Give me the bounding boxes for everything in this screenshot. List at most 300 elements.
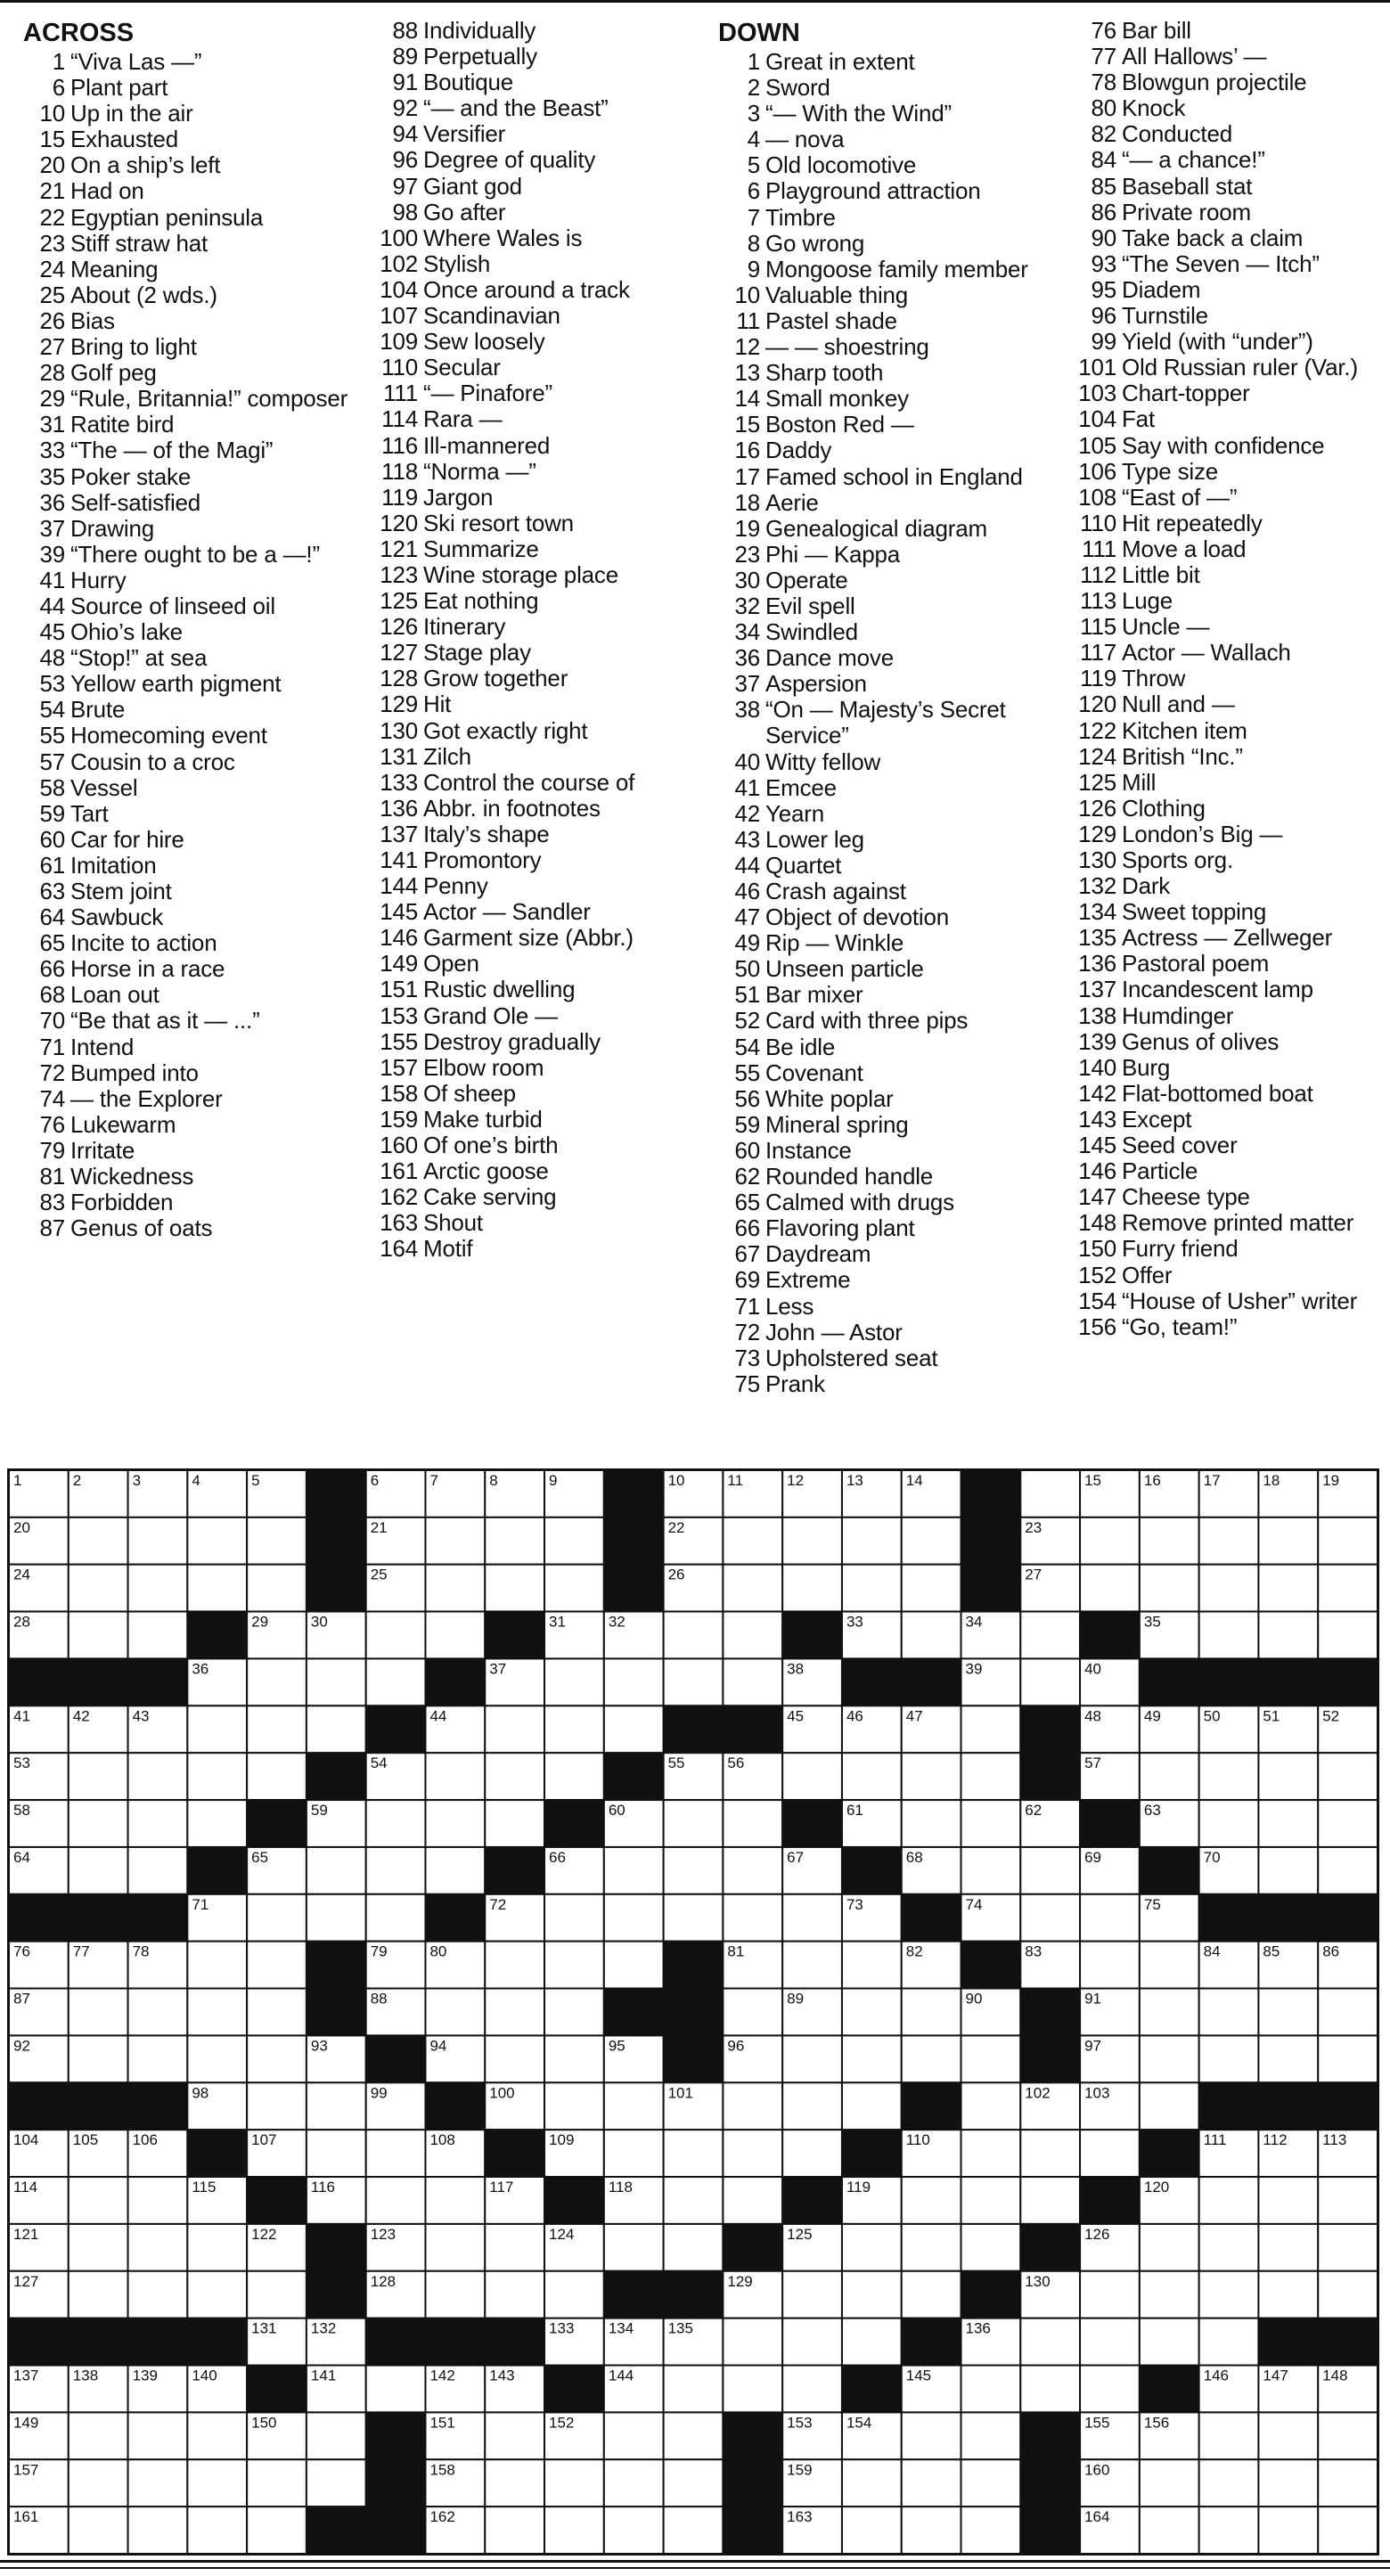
grid-cell[interactable] xyxy=(1140,1565,1199,1612)
grid-cell[interactable] xyxy=(1020,1894,1080,1942)
grid-cell[interactable] xyxy=(485,2459,544,2506)
grid-cell[interactable] xyxy=(307,1658,366,1705)
grid-cell[interactable] xyxy=(902,1800,961,1847)
grid-cell[interactable] xyxy=(902,2271,961,2318)
grid-cell[interactable] xyxy=(485,2224,544,2271)
grid-cell[interactable] xyxy=(544,2506,604,2554)
clue-number: 112 xyxy=(1080,560,1116,588)
grid-cell[interactable] xyxy=(1199,2271,1259,2318)
grid-cell[interactable] xyxy=(902,1517,961,1565)
grid-cell[interactable] xyxy=(69,2035,128,2082)
grid-cell[interactable] xyxy=(1080,1565,1140,1612)
grid-cell[interactable] xyxy=(842,2271,902,2318)
grid-cell[interactable] xyxy=(1020,1847,1080,1894)
grid-cell[interactable] xyxy=(1318,2506,1378,2554)
grid-cell[interactable] xyxy=(1140,2506,1199,2554)
grid-cell[interactable] xyxy=(782,1565,842,1612)
grid-cell[interactable] xyxy=(782,2130,842,2177)
grid-block-cell xyxy=(425,2318,485,2366)
grid-cell[interactable] xyxy=(1318,1800,1378,1847)
grid-block-cell xyxy=(902,2318,961,2366)
grid-cell[interactable] xyxy=(1080,2366,1140,2413)
clue-item xyxy=(718,1345,1075,1371)
grid-cell[interactable] xyxy=(1020,1658,1080,1705)
grid-cell[interactable] xyxy=(307,1894,366,1942)
grid-cell[interactable] xyxy=(842,2035,902,2082)
grid-cell[interactable] xyxy=(723,2130,782,2177)
grid-cell[interactable] xyxy=(366,1800,426,1847)
grid-cell[interactable] xyxy=(366,2366,426,2413)
grid-cell[interactable] xyxy=(842,2318,902,2366)
grid-cell[interactable] xyxy=(1199,1565,1259,1612)
grid-cell[interactable] xyxy=(604,2130,664,2177)
grid-cell[interactable] xyxy=(664,2224,724,2271)
grid-cell[interactable] xyxy=(187,1800,247,1847)
grid-cell[interactable] xyxy=(1199,1612,1259,1659)
grid-cell[interactable] xyxy=(544,1989,604,2036)
grid-block-cell xyxy=(247,2366,307,2413)
grid-cell[interactable] xyxy=(902,1753,961,1800)
grid-cell[interactable] xyxy=(902,2506,961,2554)
grid-cell[interactable] xyxy=(425,1612,485,1659)
grid-block-cell xyxy=(366,2506,426,2554)
grid-cell[interactable] xyxy=(544,2459,604,2506)
grid-cell[interactable] xyxy=(842,1565,902,1612)
grid-cell[interactable] xyxy=(1020,2177,1080,2224)
grid-cell[interactable] xyxy=(1258,1847,1318,1894)
grid-cell[interactable] xyxy=(247,1658,307,1705)
grid-cell[interactable] xyxy=(1199,1800,1259,1847)
grid-cell[interactable] xyxy=(247,2271,307,2318)
grid-cell[interactable] xyxy=(961,2130,1021,2177)
grid-cell[interactable] xyxy=(187,2035,247,2082)
grid-cell[interactable] xyxy=(187,1942,247,1989)
grid-cell[interactable] xyxy=(1258,2271,1318,2318)
grid-cell[interactable] xyxy=(485,1705,544,1753)
grid-cell[interactable] xyxy=(842,2224,902,2271)
grid-cell[interactable] xyxy=(128,1800,188,1847)
grid-cell[interactable] xyxy=(961,2506,1021,2554)
grid-cell[interactable] xyxy=(664,2412,724,2459)
grid-cell[interactable] xyxy=(1080,1942,1140,1989)
grid-cell[interactable] xyxy=(1199,2506,1259,2554)
grid-cell[interactable] xyxy=(1140,1753,1199,1800)
grid-cell[interactable] xyxy=(604,1942,664,1989)
grid-block-cell xyxy=(1140,1847,1199,1894)
grid-cell[interactable] xyxy=(723,2177,782,2224)
grid-cell[interactable] xyxy=(366,2177,426,2224)
grid-cell[interactable] xyxy=(69,2271,128,2318)
grid-cell[interactable] xyxy=(544,2035,604,2082)
grid-cell[interactable] xyxy=(128,2224,188,2271)
grid-cell[interactable] xyxy=(1080,1517,1140,1565)
grid-cell[interactable] xyxy=(961,2082,1021,2130)
grid-cell[interactable] xyxy=(128,2271,188,2318)
grid-cell[interactable] xyxy=(604,1894,664,1942)
grid-cell[interactable] xyxy=(128,2177,188,2224)
grid-cell[interactable] xyxy=(1080,2318,1140,2366)
grid-cell[interactable] xyxy=(1258,2224,1318,2271)
grid-cell[interactable] xyxy=(1080,2271,1140,2318)
grid-cell[interactable] xyxy=(1318,2412,1378,2459)
clue-item xyxy=(364,459,720,485)
grid-cell[interactable] xyxy=(664,2130,724,2177)
grid-cell[interactable] xyxy=(425,1847,485,1894)
grid-block-cell xyxy=(842,2130,902,2177)
grid-cell[interactable] xyxy=(247,2082,307,2130)
grid-cell[interactable] xyxy=(902,1565,961,1612)
clue-item xyxy=(23,75,371,101)
grid-cell[interactable] xyxy=(1258,2506,1318,2554)
grid-cell[interactable] xyxy=(723,1894,782,1942)
grid-cell[interactable] xyxy=(247,1894,307,1942)
grid-cell[interactable] xyxy=(782,2318,842,2366)
grid-cell[interactable] xyxy=(69,2506,128,2554)
grid-cell[interactable] xyxy=(961,2412,1021,2459)
grid-cell[interactable] xyxy=(1258,2412,1318,2459)
grid-cell[interactable] xyxy=(1258,1612,1318,1659)
clue-item xyxy=(1062,1133,1390,1158)
grid-cell[interactable] xyxy=(544,2271,604,2318)
grid-cell[interactable] xyxy=(1020,2366,1080,2413)
grid-cell[interactable] xyxy=(842,2082,902,2130)
grid-cell[interactable] xyxy=(664,1847,724,1894)
grid-cell[interactable] xyxy=(664,1894,724,1942)
grid-cell[interactable] xyxy=(902,2224,961,2271)
grid-cell[interactable] xyxy=(247,1753,307,1800)
grid-cell[interactable] xyxy=(902,1989,961,2036)
clue-number: 103 xyxy=(1078,380,1116,407)
grid-cell[interactable] xyxy=(604,1658,664,1705)
grid-cell[interactable] xyxy=(1199,1517,1259,1565)
cell-number: 157 xyxy=(13,2461,39,2479)
grid-cell[interactable] xyxy=(366,1847,426,1894)
grid-cell[interactable] xyxy=(1318,2224,1378,2271)
grid-cell[interactable] xyxy=(485,2506,544,2554)
grid-cell[interactable] xyxy=(961,2459,1021,2506)
grid-cell[interactable] xyxy=(1199,2177,1259,2224)
grid-cell[interactable] xyxy=(1020,2318,1080,2366)
grid-cell[interactable] xyxy=(1020,1470,1080,1517)
grid-cell[interactable] xyxy=(187,1705,247,1753)
grid-cell[interactable] xyxy=(604,1847,664,1894)
grid-cell[interactable] xyxy=(128,1612,188,1659)
grid-cell[interactable] xyxy=(902,1612,961,1659)
grid-cell[interactable] xyxy=(128,1565,188,1612)
grid-cell[interactable] xyxy=(425,2224,485,2271)
clue-number: 54 xyxy=(39,696,65,724)
grid-cell[interactable] xyxy=(425,1800,485,1847)
grid-cell[interactable] xyxy=(1318,1612,1378,1659)
grid-cell[interactable] xyxy=(782,1517,842,1565)
grid-cell[interactable] xyxy=(187,1565,247,1612)
grid-cell[interactable] xyxy=(1318,1565,1378,1612)
grid-cell[interactable] xyxy=(69,1517,128,1565)
grid-cell[interactable] xyxy=(604,2459,664,2506)
grid-cell[interactable] xyxy=(425,2271,485,2318)
grid-cell[interactable] xyxy=(69,1612,128,1659)
grid-cell[interactable] xyxy=(902,2035,961,2082)
clue-item xyxy=(718,879,1075,904)
grid-cell[interactable] xyxy=(485,1942,544,1989)
grid-cell[interactable] xyxy=(842,1989,902,2036)
grid-cell[interactable] xyxy=(366,1658,426,1705)
grid-cell[interactable] xyxy=(1258,1989,1318,2036)
grid-cell[interactable] xyxy=(485,1800,544,1847)
grid-cell[interactable] xyxy=(782,1942,842,1989)
grid-cell[interactable] xyxy=(247,1517,307,1565)
grid-cell[interactable] xyxy=(782,2082,842,2130)
grid-cell[interactable] xyxy=(723,1800,782,1847)
grid-cell[interactable] xyxy=(69,2412,128,2459)
clue-item xyxy=(718,205,1075,231)
clue-text: Flat-bottomed boat xyxy=(1122,1079,1313,1107)
grid-cell[interactable] xyxy=(1199,2459,1259,2506)
grid-cell[interactable] xyxy=(1199,2224,1259,2271)
cell-number: 5 xyxy=(251,1472,260,1489)
grid-cell[interactable] xyxy=(961,1800,1021,1847)
grid-cell[interactable] xyxy=(723,1612,782,1659)
grid-cell[interactable] xyxy=(128,2412,188,2459)
grid-cell[interactable] xyxy=(128,2459,188,2506)
grid-cell[interactable] xyxy=(604,2506,664,2554)
grid-cell[interactable] xyxy=(1258,1800,1318,1847)
grid-cell[interactable] xyxy=(247,1705,307,1753)
grid-cell[interactable] xyxy=(128,1517,188,1565)
grid-cell[interactable] xyxy=(723,2082,782,2130)
grid-cell[interactable] xyxy=(961,2366,1021,2413)
grid-cell[interactable] xyxy=(425,1753,485,1800)
grid-cell[interactable] xyxy=(961,2035,1021,2082)
grid-cell[interactable] xyxy=(247,1942,307,1989)
grid-cell[interactable] xyxy=(961,1847,1021,1894)
grid-cell[interactable] xyxy=(128,1753,188,1800)
clue-number: 40 xyxy=(734,748,760,775)
grid-cell[interactable] xyxy=(69,1989,128,2036)
grid-cell[interactable] xyxy=(128,1989,188,2036)
grid-cell[interactable] xyxy=(961,2177,1021,2224)
grid-cell[interactable] xyxy=(842,1753,902,1800)
grid-cell[interactable] xyxy=(1318,1753,1378,1800)
grid-cell[interactable] xyxy=(723,2318,782,2366)
grid-cell[interactable] xyxy=(782,2035,842,2082)
grid-cell[interactable] xyxy=(485,2271,544,2318)
grid-cell[interactable] xyxy=(1140,2224,1199,2271)
grid-cell[interactable] xyxy=(485,1565,544,1612)
grid-cell[interactable] xyxy=(842,1942,902,1989)
grid-cell[interactable] xyxy=(247,1989,307,2036)
grid-cell[interactable] xyxy=(604,2412,664,2459)
clue-text: Swindled xyxy=(765,618,858,646)
grid-cell[interactable] xyxy=(69,1565,128,1612)
grid-cell[interactable] xyxy=(1258,1753,1318,1800)
grid-cell[interactable] xyxy=(1020,1612,1080,1659)
grid-cell[interactable] xyxy=(1140,1942,1199,1989)
grid-cell[interactable] xyxy=(1199,1989,1259,2036)
grid-cell[interactable] xyxy=(723,1565,782,1612)
grid-cell[interactable] xyxy=(247,2506,307,2554)
grid-cell[interactable] xyxy=(187,1517,247,1565)
grid-cell[interactable] xyxy=(902,2412,961,2459)
grid-cell[interactable] xyxy=(842,1517,902,1565)
grid-cell[interactable] xyxy=(485,1989,544,2036)
grid-cell[interactable] xyxy=(187,2412,247,2459)
grid-cell[interactable] xyxy=(366,1612,426,1659)
grid-cell[interactable] xyxy=(1140,2318,1199,2366)
clue-text: Lukewarm xyxy=(70,1110,176,1138)
grid-cell[interactable] xyxy=(1140,1989,1199,2036)
grid-cell[interactable] xyxy=(69,2177,128,2224)
grid-cell[interactable] xyxy=(485,1753,544,1800)
grid-cell[interactable] xyxy=(425,1565,485,1612)
clue-text: Sharp tooth xyxy=(765,359,884,387)
grid-cell[interactable] xyxy=(1199,2035,1259,2082)
grid-cell[interactable] xyxy=(485,2035,544,2082)
grid-cell[interactable] xyxy=(307,2412,366,2459)
grid-cell[interactable] xyxy=(604,2224,664,2271)
grid-cell[interactable] xyxy=(1080,1894,1140,1942)
grid-cell[interactable] xyxy=(1258,1517,1318,1565)
grid-cell[interactable] xyxy=(842,2459,902,2506)
grid-cell[interactable] xyxy=(1318,1517,1378,1565)
grid-cell[interactable] xyxy=(69,1800,128,1847)
grid-cell[interactable] xyxy=(1140,2271,1199,2318)
grid-cell[interactable] xyxy=(1199,2412,1259,2459)
grid-cell[interactable] xyxy=(425,1517,485,1565)
clue-text: — — shoestring xyxy=(765,333,929,361)
grid-cell[interactable] xyxy=(1258,2177,1318,2224)
grid-cell[interactable] xyxy=(1318,2271,1378,2318)
grid-cell[interactable] xyxy=(307,2459,366,2506)
grid-cell[interactable] xyxy=(782,1894,842,1942)
grid-cell[interactable] xyxy=(187,1753,247,1800)
clue-item xyxy=(364,355,720,380)
grid-cell[interactable] xyxy=(902,2177,961,2224)
grid-block-cell xyxy=(366,2459,426,2506)
grid-cell[interactable] xyxy=(485,1517,544,1565)
grid-cell[interactable] xyxy=(544,1705,604,1753)
grid-cell[interactable] xyxy=(247,2035,307,2082)
grid-cell[interactable] xyxy=(723,1989,782,2036)
clue-number: 45 xyxy=(39,618,65,646)
cell-number: 149 xyxy=(13,2414,39,2432)
grid-cell[interactable] xyxy=(425,1989,485,2036)
cell-number: 143 xyxy=(489,2367,515,2384)
grid-cell[interactable] xyxy=(307,2082,366,2130)
grid-cell[interactable] xyxy=(1318,1989,1378,2036)
grid-cell[interactable] xyxy=(1258,2459,1318,2506)
clue-number: 81 xyxy=(39,1163,65,1190)
grid-cell[interactable] xyxy=(366,2130,426,2177)
grid-cell[interactable] xyxy=(1199,1753,1259,1800)
grid-cell[interactable] xyxy=(1258,2035,1318,2082)
grid-cell[interactable] xyxy=(128,2035,188,2082)
grid-cell[interactable] xyxy=(247,2459,307,2506)
grid-cell[interactable] xyxy=(425,2177,485,2224)
grid-cell[interactable] xyxy=(782,2271,842,2318)
grid-cell[interactable] xyxy=(69,2224,128,2271)
grid-cell[interactable] xyxy=(69,1847,128,1894)
grid-cell[interactable] xyxy=(128,2506,188,2554)
grid-cell[interactable] xyxy=(664,2506,724,2554)
grid-cell[interactable] xyxy=(1140,2035,1199,2082)
grid-cell[interactable] xyxy=(664,2366,724,2413)
grid-cell[interactable] xyxy=(961,1753,1021,1800)
grid-cell[interactable] xyxy=(664,1800,724,1847)
grid-cell[interactable] xyxy=(307,1705,366,1753)
grid-cell[interactable] xyxy=(1080,2130,1140,2177)
clue-number: 79 xyxy=(39,1136,65,1164)
grid-cell[interactable] xyxy=(1140,2459,1199,2506)
grid-cell[interactable] xyxy=(1318,2459,1378,2506)
grid-cell[interactable] xyxy=(187,2271,247,2318)
grid-cell[interactable] xyxy=(1140,2082,1199,2130)
grid-cell[interactable] xyxy=(664,1658,724,1705)
grid-cell[interactable] xyxy=(604,1705,664,1753)
grid-cell[interactable] xyxy=(247,1565,307,1612)
grid-cell[interactable] xyxy=(544,1517,604,1565)
grid-cell[interactable] xyxy=(842,2506,902,2554)
grid-cell[interactable] xyxy=(1318,2177,1378,2224)
grid-cell[interactable] xyxy=(187,2459,247,2506)
grid-cell[interactable] xyxy=(961,1705,1021,1753)
grid-cell[interactable] xyxy=(187,1989,247,2036)
grid-cell[interactable] xyxy=(366,1894,426,1942)
grid-cell[interactable] xyxy=(723,2366,782,2413)
grid-cell[interactable] xyxy=(664,2177,724,2224)
grid-cell[interactable] xyxy=(902,2459,961,2506)
clue-item xyxy=(23,257,371,282)
clue-text: Covenant xyxy=(765,1059,863,1086)
grid-cell[interactable] xyxy=(1318,2035,1378,2082)
clue-text: Rip — Winkle xyxy=(765,929,904,957)
grid-cell[interactable] xyxy=(664,1612,724,1659)
grid-cell[interactable] xyxy=(187,2224,247,2271)
grid-cell[interactable] xyxy=(1199,2318,1259,2366)
grid-block-cell xyxy=(1020,1705,1080,1753)
grid-cell[interactable] xyxy=(1140,1517,1199,1565)
grid-cell[interactable] xyxy=(723,1658,782,1705)
grid-cell[interactable] xyxy=(544,2082,604,2130)
grid-cell[interactable] xyxy=(782,2366,842,2413)
cell-number: 12 xyxy=(787,1472,805,1489)
grid-cell[interactable] xyxy=(604,2082,664,2130)
grid-cell[interactable] xyxy=(1020,2130,1080,2177)
grid-cell[interactable] xyxy=(544,1894,604,1942)
grid-cell[interactable] xyxy=(307,2130,366,2177)
grid-cell[interactable] xyxy=(1318,1847,1378,1894)
grid-cell[interactable] xyxy=(69,2459,128,2506)
grid-cell[interactable] xyxy=(544,1658,604,1705)
grid-cell[interactable] xyxy=(485,2412,544,2459)
grid-cell[interactable] xyxy=(544,1565,604,1612)
clue-text: “— Pinafore” xyxy=(423,380,552,407)
grid-cell[interactable] xyxy=(187,2506,247,2554)
grid-cell[interactable] xyxy=(723,1847,782,1894)
grid-cell[interactable] xyxy=(664,2459,724,2506)
grid-cell[interactable] xyxy=(1258,1565,1318,1612)
grid-cell[interactable] xyxy=(544,1753,604,1800)
grid-cell[interactable] xyxy=(128,1847,188,1894)
grid-cell[interactable] xyxy=(723,1517,782,1565)
grid-cell[interactable] xyxy=(307,1847,366,1894)
grid-cell[interactable] xyxy=(69,1753,128,1800)
clue-text: Scandinavian xyxy=(423,302,560,330)
grid-cell[interactable] xyxy=(961,2224,1021,2271)
grid-block-cell xyxy=(961,1942,1021,1989)
grid-cell[interactable] xyxy=(782,1753,842,1800)
grid-cell[interactable] xyxy=(544,1942,604,1989)
